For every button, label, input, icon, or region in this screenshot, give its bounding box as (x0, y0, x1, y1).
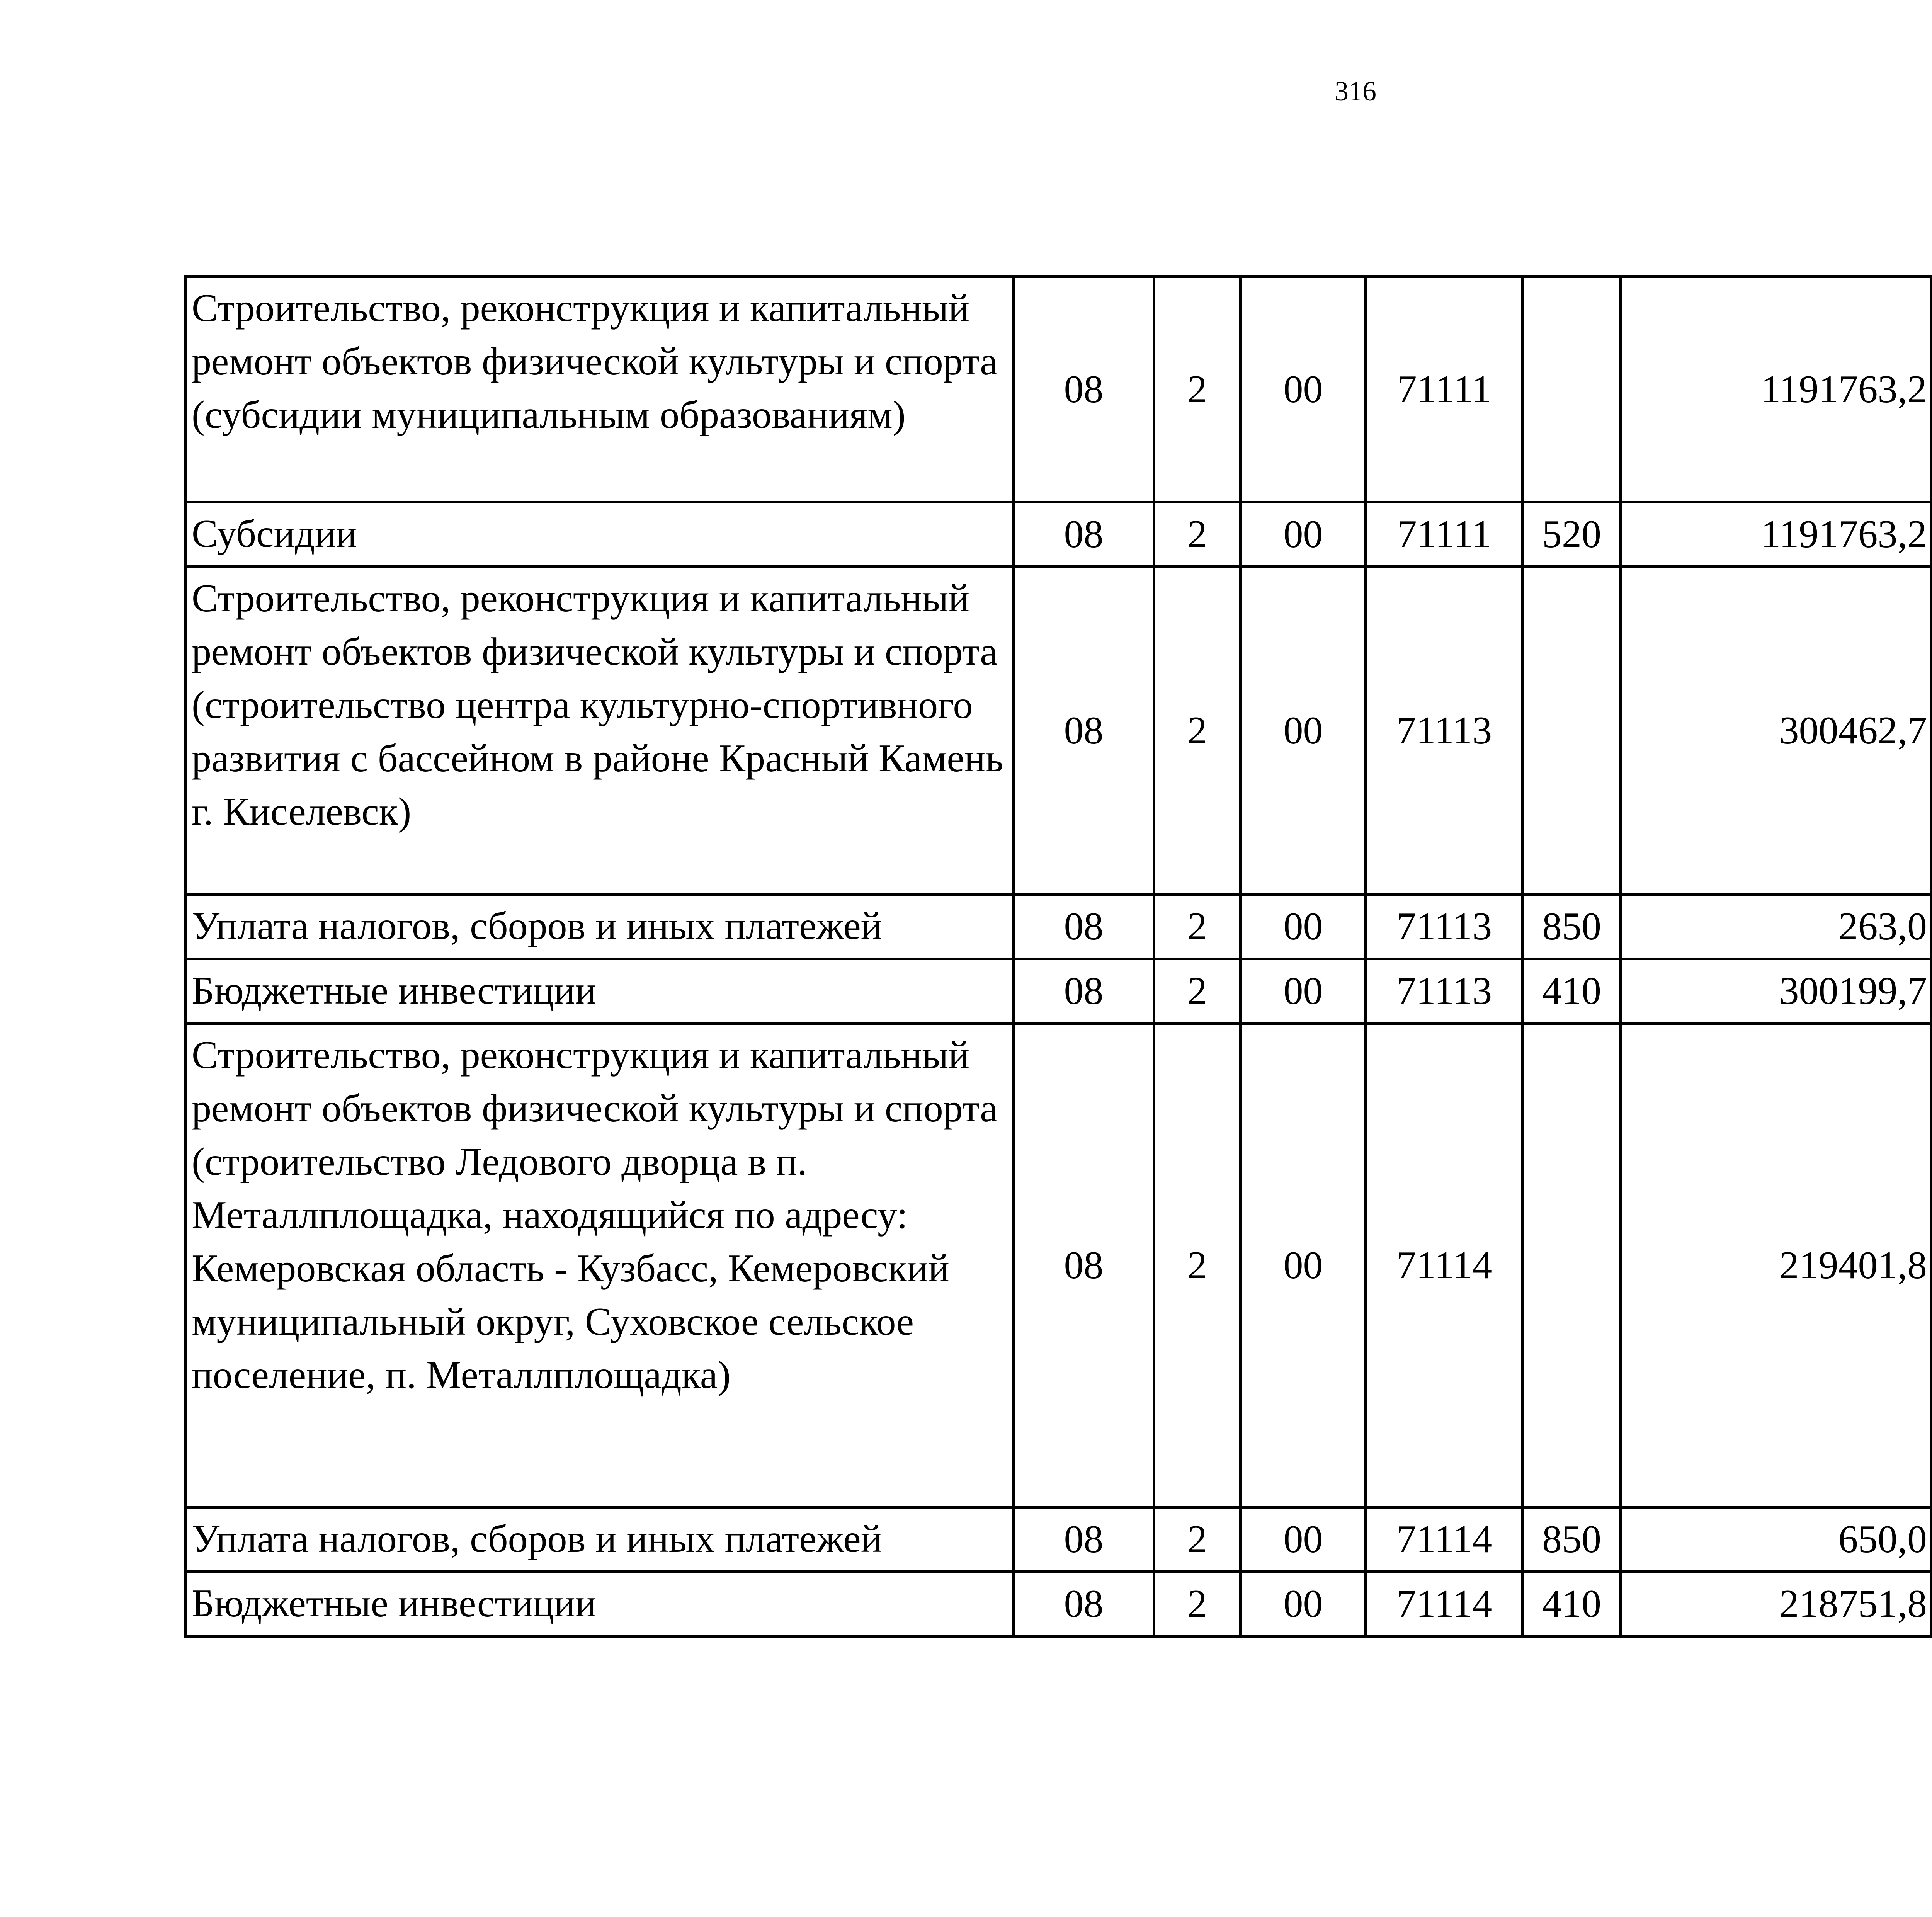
code-cell-2: 2 (1154, 1507, 1241, 1572)
code-cell-4: 71113 (1366, 567, 1523, 895)
code-cell-3: 00 (1241, 1572, 1366, 1636)
code-cell-3: 00 (1241, 895, 1366, 959)
code-cell-1: 08 (1014, 1507, 1154, 1572)
code-cell-3: 00 (1241, 567, 1366, 895)
code-cell-3: 00 (1241, 277, 1366, 502)
code-cell-3: 00 (1241, 502, 1366, 567)
code-cell-5 (1523, 277, 1621, 502)
row-name-cell: Уплата налогов, сборов и иных платежей (186, 895, 1014, 959)
page-number: 316 (1335, 76, 1376, 107)
code-cell-2: 2 (1154, 959, 1241, 1024)
code-cell-4: 71111 (1366, 277, 1523, 502)
table-row (186, 895, 1932, 959)
amount-cell-1: 218751,8 (1621, 1572, 1932, 1636)
budget-table (184, 275, 1932, 1638)
code-cell-1: 08 (1014, 959, 1154, 1024)
code-cell-1: 08 (1014, 502, 1154, 567)
code-cell-1: 08 (1014, 567, 1154, 895)
code-cell-4: 71113 (1366, 895, 1523, 959)
code-cell-5: 520 (1523, 502, 1621, 567)
code-cell-2: 2 (1154, 1572, 1241, 1636)
row-name-cell: Строительство, реконструкция и капитальный ремонт объектов физической культуры и спорта (субсидии муниципальным образованиям) (186, 277, 1014, 502)
code-cell-4: 71114 (1366, 1024, 1523, 1507)
amount-cell-1: 650,0 (1621, 1507, 1932, 1572)
amount-cell-1: 219401,8 (1621, 1024, 1932, 1507)
code-cell-5 (1523, 567, 1621, 895)
row-name-cell: Бюджетные инвестиции (186, 1572, 1014, 1636)
table-row (186, 502, 1932, 567)
code-cell-3: 00 (1241, 1024, 1366, 1507)
code-cell-4: 71114 (1366, 1572, 1523, 1636)
table-row (186, 277, 1932, 502)
code-cell-1: 08 (1014, 1572, 1154, 1636)
row-name-cell: Бюджетные инвестиции (186, 959, 1014, 1024)
row-name-cell: Уплата налогов, сборов и иных платежей (186, 1507, 1014, 1572)
row-name-cell: Субсидии (186, 502, 1014, 567)
table-row (186, 1507, 1932, 1572)
code-cell-5: 850 (1523, 1507, 1621, 1572)
amount-cell-1: 1191763,2 (1621, 502, 1932, 567)
code-cell-2: 2 (1154, 895, 1241, 959)
row-name-cell: Строительство, реконструкция и капитальный ремонт объектов физической культуры и спорта (строительство Ледового дворца в п. Металлплощадка, находящийся по адресу: Кемеровская область - Кузбасс, Кемеровский муниципальный округ, Суховское сельское поселение, п. Металлплощадка) (186, 1024, 1014, 1507)
code-cell-1: 08 (1014, 895, 1154, 959)
table-row (186, 959, 1932, 1024)
code-cell-4: 71114 (1366, 1507, 1523, 1572)
table-row (186, 1572, 1932, 1636)
code-cell-5: 410 (1523, 1572, 1621, 1636)
code-cell-4: 71113 (1366, 959, 1523, 1024)
table-row (186, 1024, 1932, 1507)
code-cell-2: 2 (1154, 502, 1241, 567)
amount-cell-1: 263,0 (1621, 895, 1932, 959)
amount-cell-1: 300199,7 (1621, 959, 1932, 1024)
amount-cell-1: 1191763,2 (1621, 277, 1932, 502)
code-cell-2: 2 (1154, 277, 1241, 502)
code-cell-5 (1523, 1024, 1621, 1507)
code-cell-5: 850 (1523, 895, 1621, 959)
code-cell-1: 08 (1014, 277, 1154, 502)
amount-cell-1: 300462,7 (1621, 567, 1932, 895)
row-name-cell: Строительство, реконструкция и капитальный ремонт объектов физической культуры и спорта (строительство центра культурно-спортивного развития с бассейном в районе Красный Камень г. Киселевск) (186, 567, 1014, 895)
code-cell-2: 2 (1154, 1024, 1241, 1507)
code-cell-1: 08 (1014, 1024, 1154, 1507)
code-cell-3: 00 (1241, 1507, 1366, 1572)
code-cell-4: 71111 (1366, 502, 1523, 567)
code-cell-5: 410 (1523, 959, 1621, 1024)
code-cell-2: 2 (1154, 567, 1241, 895)
table-row (186, 567, 1932, 895)
code-cell-3: 00 (1241, 959, 1366, 1024)
